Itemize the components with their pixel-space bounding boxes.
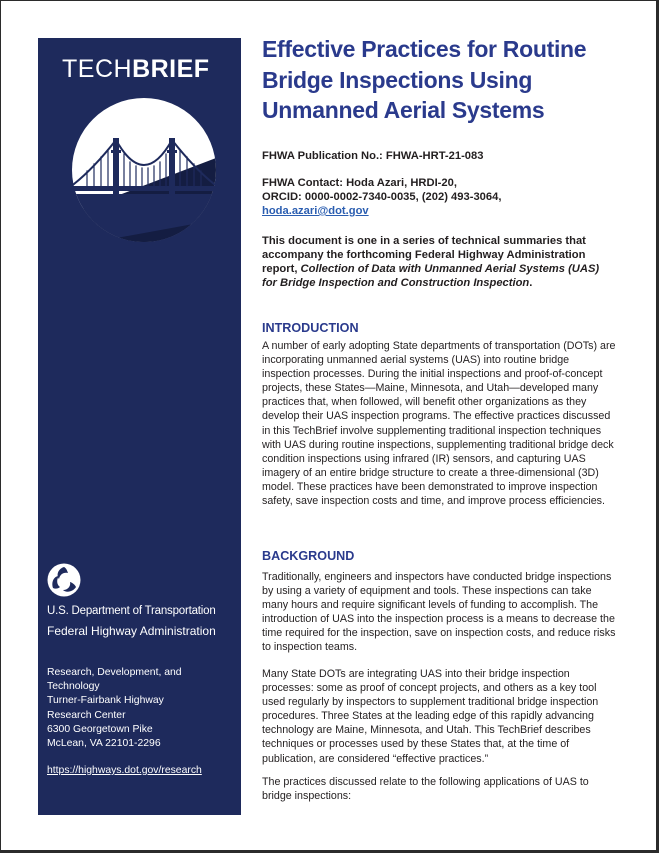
sidebar-address bbox=[47, 666, 182, 751]
dot-department-name: U.S. Department of Transportation bbox=[47, 605, 216, 617]
introduction-paragraph: A number of early adopting State departments of transportation (DOTs) are incorporating unmanned aerial systems (UAS) into routine bridge inspection processes. During the initial inspections and proof-of-concept projects, these States—Maine, Minnesota, and Utah—developed many practices that, when followed, will benefit other organizations as they develop their UAS inspection programs. The effective practices discussed in this TechBrief involve supplementing traditional inspection techniques with UAS during routine inspections, supplementing traditional bridge deck condition inspections using infrared (IR) sensors, and capturing UAS imagery of an entire bridge structure to create a three-dimensional (3D) model. These practices have been demonstrated to improve inspection safety, save inspection costs and time, and improve process efficiencies. bbox=[262, 340, 616, 508]
techbrief-logo-bold: BRIEF bbox=[132, 55, 210, 83]
title-line: Unmanned Aerial Systems bbox=[262, 97, 545, 123]
address-line: Research Center bbox=[47, 709, 126, 721]
summary-paragraph bbox=[262, 234, 617, 290]
dot-triskelion-icon bbox=[47, 563, 81, 597]
background-paragraph: Many State DOTs are integrating UAS into their bridge inspection processes: some as proof of concept projects, and others as a key tool used regularly by inspectors to supplement traditional bridge inspection procedures. Three States at the leading edge of this rapidly advancing technology are Maine, Minnesota, and Utah. This TechBrief describes techniques or processes used by these States that, at the time of publication, are considered “effective practices.” bbox=[262, 668, 599, 765]
address-line: 6300 Georgetown Pike bbox=[47, 723, 153, 735]
contact-email-link[interactable]: hoda.azari@dot.gov bbox=[262, 205, 369, 217]
main-content bbox=[262, 34, 622, 803]
sidebar bbox=[38, 38, 241, 815]
introduction-heading: INTRODUCTION bbox=[262, 321, 359, 335]
contact-orcid-line: ORCID: 0000-0002-7340-0035, (202) 493-3064, bbox=[262, 191, 502, 203]
background-paragraph: The practices discussed relate to the following applications of UAS to bridge inspections: bbox=[262, 776, 589, 803]
address-line: Technology bbox=[47, 681, 100, 693]
address-line: Research, Development, and bbox=[47, 667, 182, 678]
summary-end: . bbox=[529, 277, 533, 289]
summary-text: This document is one in a series of technical summaries that accompany the forthcoming Federal Highway Administration report, bbox=[262, 235, 586, 275]
document-title bbox=[262, 34, 622, 126]
address-line: McLean, VA 22101-2296 bbox=[47, 738, 161, 750]
bridge-icon bbox=[72, 98, 216, 242]
background-heading: BACKGROUND bbox=[262, 549, 355, 563]
fhwa-agency-name: Federal Highway Administration bbox=[47, 624, 216, 638]
report-title: Collection of Data with Unmanned Aerial Systems (UAS) for Bridge Inspection and Construction Inspection bbox=[262, 263, 600, 289]
contact-block bbox=[262, 176, 501, 218]
techbrief-logo-light: TECH bbox=[62, 55, 133, 83]
title-line: Bridge Inspections Using bbox=[262, 66, 533, 93]
background-paragraph: Traditionally, engineers and inspectors have conducted bridge inspections by using a variety of equipment and tools. These inspections can take many hours and require significant levels of funding to accomplish. The introduction of UAS into the inspection process is a means to decrease the time required for the inspection, save on inspection costs, and reduce risks to inspection teams. bbox=[262, 571, 616, 654]
title-line: Effective Practices for Routine bbox=[262, 36, 587, 62]
address-line: Turner-Fairbank Highway bbox=[47, 695, 164, 707]
techbrief-logo bbox=[62, 55, 210, 84]
publication-number: FHWA Publication No.: FHWA-HRT-21-083 bbox=[262, 150, 484, 162]
contact-line: FHWA Contact: Hoda Azari, HRDI-20, bbox=[262, 177, 457, 189]
research-url-link[interactable]: https://highways.dot.gov/research bbox=[47, 765, 202, 776]
